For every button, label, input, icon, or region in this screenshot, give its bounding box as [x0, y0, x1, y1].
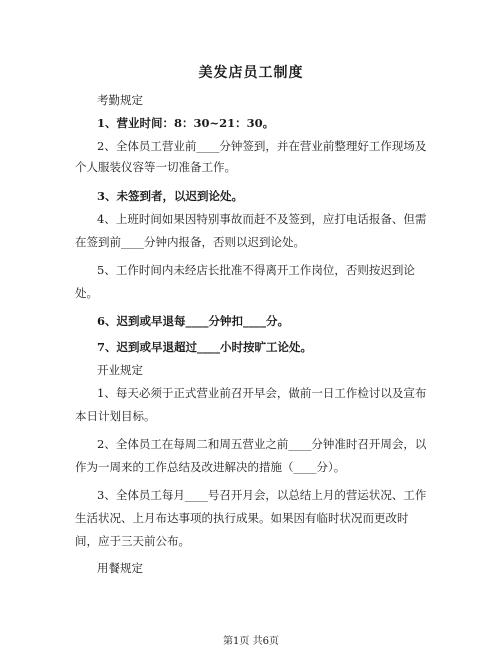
rule-line: 个人服装仪容等一切准备工作。: [75, 160, 236, 174]
document-title: 美发店员工制度: [198, 65, 304, 81]
section-heading-attendance: 考勤规定: [97, 93, 143, 107]
rule-line: 1、每天必须于正式营业前召开早会，做前一日工作检讨以及宣布: [97, 386, 427, 400]
rule-line: 1、营业时间：8：30~21：30。: [97, 116, 275, 130]
rule-line: 4、上班时间如果因特别事故而赶不及签到，应打电话报备、但需: [97, 212, 427, 226]
rule-line: 6、迟到或早退每____分钟扣____分。: [97, 314, 290, 328]
rule-line: 3、未签到者，以迟到论处。: [97, 189, 244, 203]
rule-line: 处。: [75, 286, 98, 300]
rule-line: 5、工作时间内未经店长批准不得离开工作岗位，否则按迟到论: [97, 263, 415, 277]
rule-line: 本日计划目标。: [75, 409, 156, 423]
rule-line: 3、全体员工每月____号召开月会，以总结上月的营运状况、工作: [97, 488, 427, 502]
rule-line: 间，应于三天前公布。: [75, 534, 190, 548]
rule-line: 作为一周来的工作总结及改进解决的措施（____分）。: [75, 460, 346, 474]
rule-line: 2、全体员工营业前____分钟签到，并在营业前整理好工作现场及: [97, 139, 427, 153]
rule-line: 2、全体员工在每周二和周五营业之前____分钟准时召开周会，以: [97, 437, 427, 451]
section-heading-meals: 用餐规定: [97, 561, 143, 575]
rule-line: 在签到前____分钟内报备，否则以迟到论处。: [75, 235, 305, 249]
rule-line: 7、迟到或早退超过____小时按旷工论处。: [97, 340, 312, 354]
section-heading-opening: 开业规定: [97, 363, 143, 377]
rule-line: 生活状况、上月布达事项的执行成果。如果因有临时状况而更改时: [75, 511, 409, 525]
page-footer: 第1页 共6页: [223, 636, 279, 647]
